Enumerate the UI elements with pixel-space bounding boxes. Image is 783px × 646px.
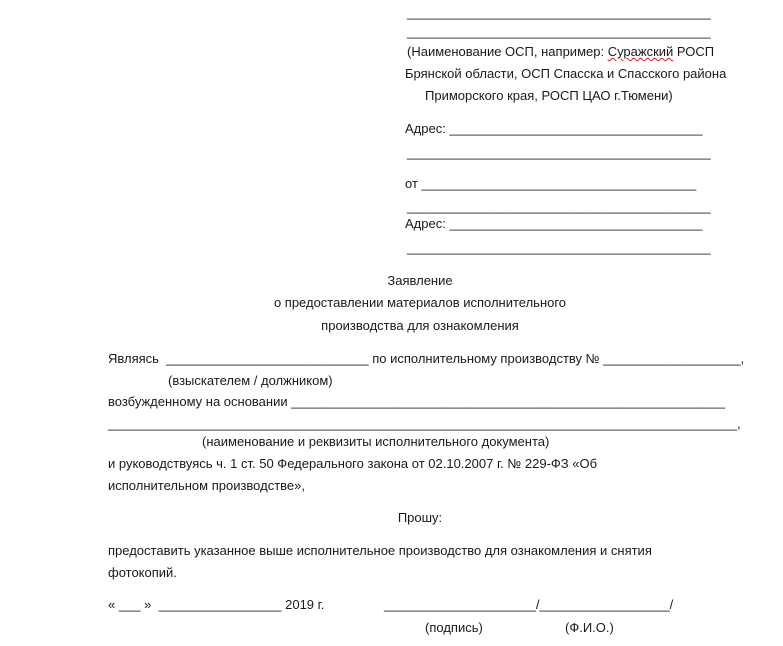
date-field: « ___ » _________________ 2019 г.	[108, 597, 325, 612]
sender-address-field: Адрес: ___________________________________	[405, 216, 703, 231]
signature-line: _____________________/__________________/	[384, 597, 674, 612]
name-label: (Ф.И.О.)	[565, 620, 614, 635]
request-heading: Прошу:	[397, 510, 443, 525]
recipient-line-2: __________________________________________	[407, 24, 711, 39]
body-line-2: возбужденному на основании ____________________________________________________________	[108, 394, 726, 409]
signature-label: (подпись)	[425, 620, 483, 635]
sender-cont: __________________________________________	[407, 199, 711, 214]
sender-address-cont: __________________________________________	[407, 240, 711, 255]
body-line-5: исполнительном производстве»,	[108, 478, 305, 493]
recipient-line-1: __________________________________________	[407, 5, 711, 20]
recipient-address-field: Адрес: ___________________________________	[405, 121, 703, 136]
recipient-hint-line-1: (Наименование ОСП, например: Суражский РОСП	[407, 44, 715, 59]
recipient-hint-line-3: Приморского края, РОСП ЦАО г.Тюмени)	[425, 88, 673, 103]
recipient-hint-line-2: Брянской области, ОСП Спасска и Спасского района	[405, 66, 727, 81]
document-subtitle-2: производства для ознакомления	[321, 318, 519, 333]
sender-field: от ______________________________________	[405, 176, 697, 191]
body-note-1: (взыскателем / должником)	[168, 373, 333, 388]
body-line-7: фотокопий.	[108, 565, 177, 580]
body-line-1: Являясь ____________________________ по исполнительному производству № ___________________,	[108, 351, 745, 366]
document-subtitle-1: о предоставлении материалов исполнительного	[273, 295, 567, 310]
spellcheck-word: Суражский	[607, 44, 674, 59]
body-line-4: и руководствуясь ч. 1 ст. 50 Федерального закона от 02.10.2007 г. № 229-ФЗ «Об	[108, 456, 598, 471]
body-line-3: _______________________________________________________________________________________,	[108, 416, 741, 431]
body-note-2: (наименование и реквизиты исполнительного документа)	[202, 434, 550, 449]
document-title: Заявление	[387, 273, 453, 288]
recipient-address-cont: __________________________________________	[407, 145, 711, 160]
body-line-6: предоставить указанное выше исполнительное производство для ознакомления и снятия	[108, 543, 652, 558]
